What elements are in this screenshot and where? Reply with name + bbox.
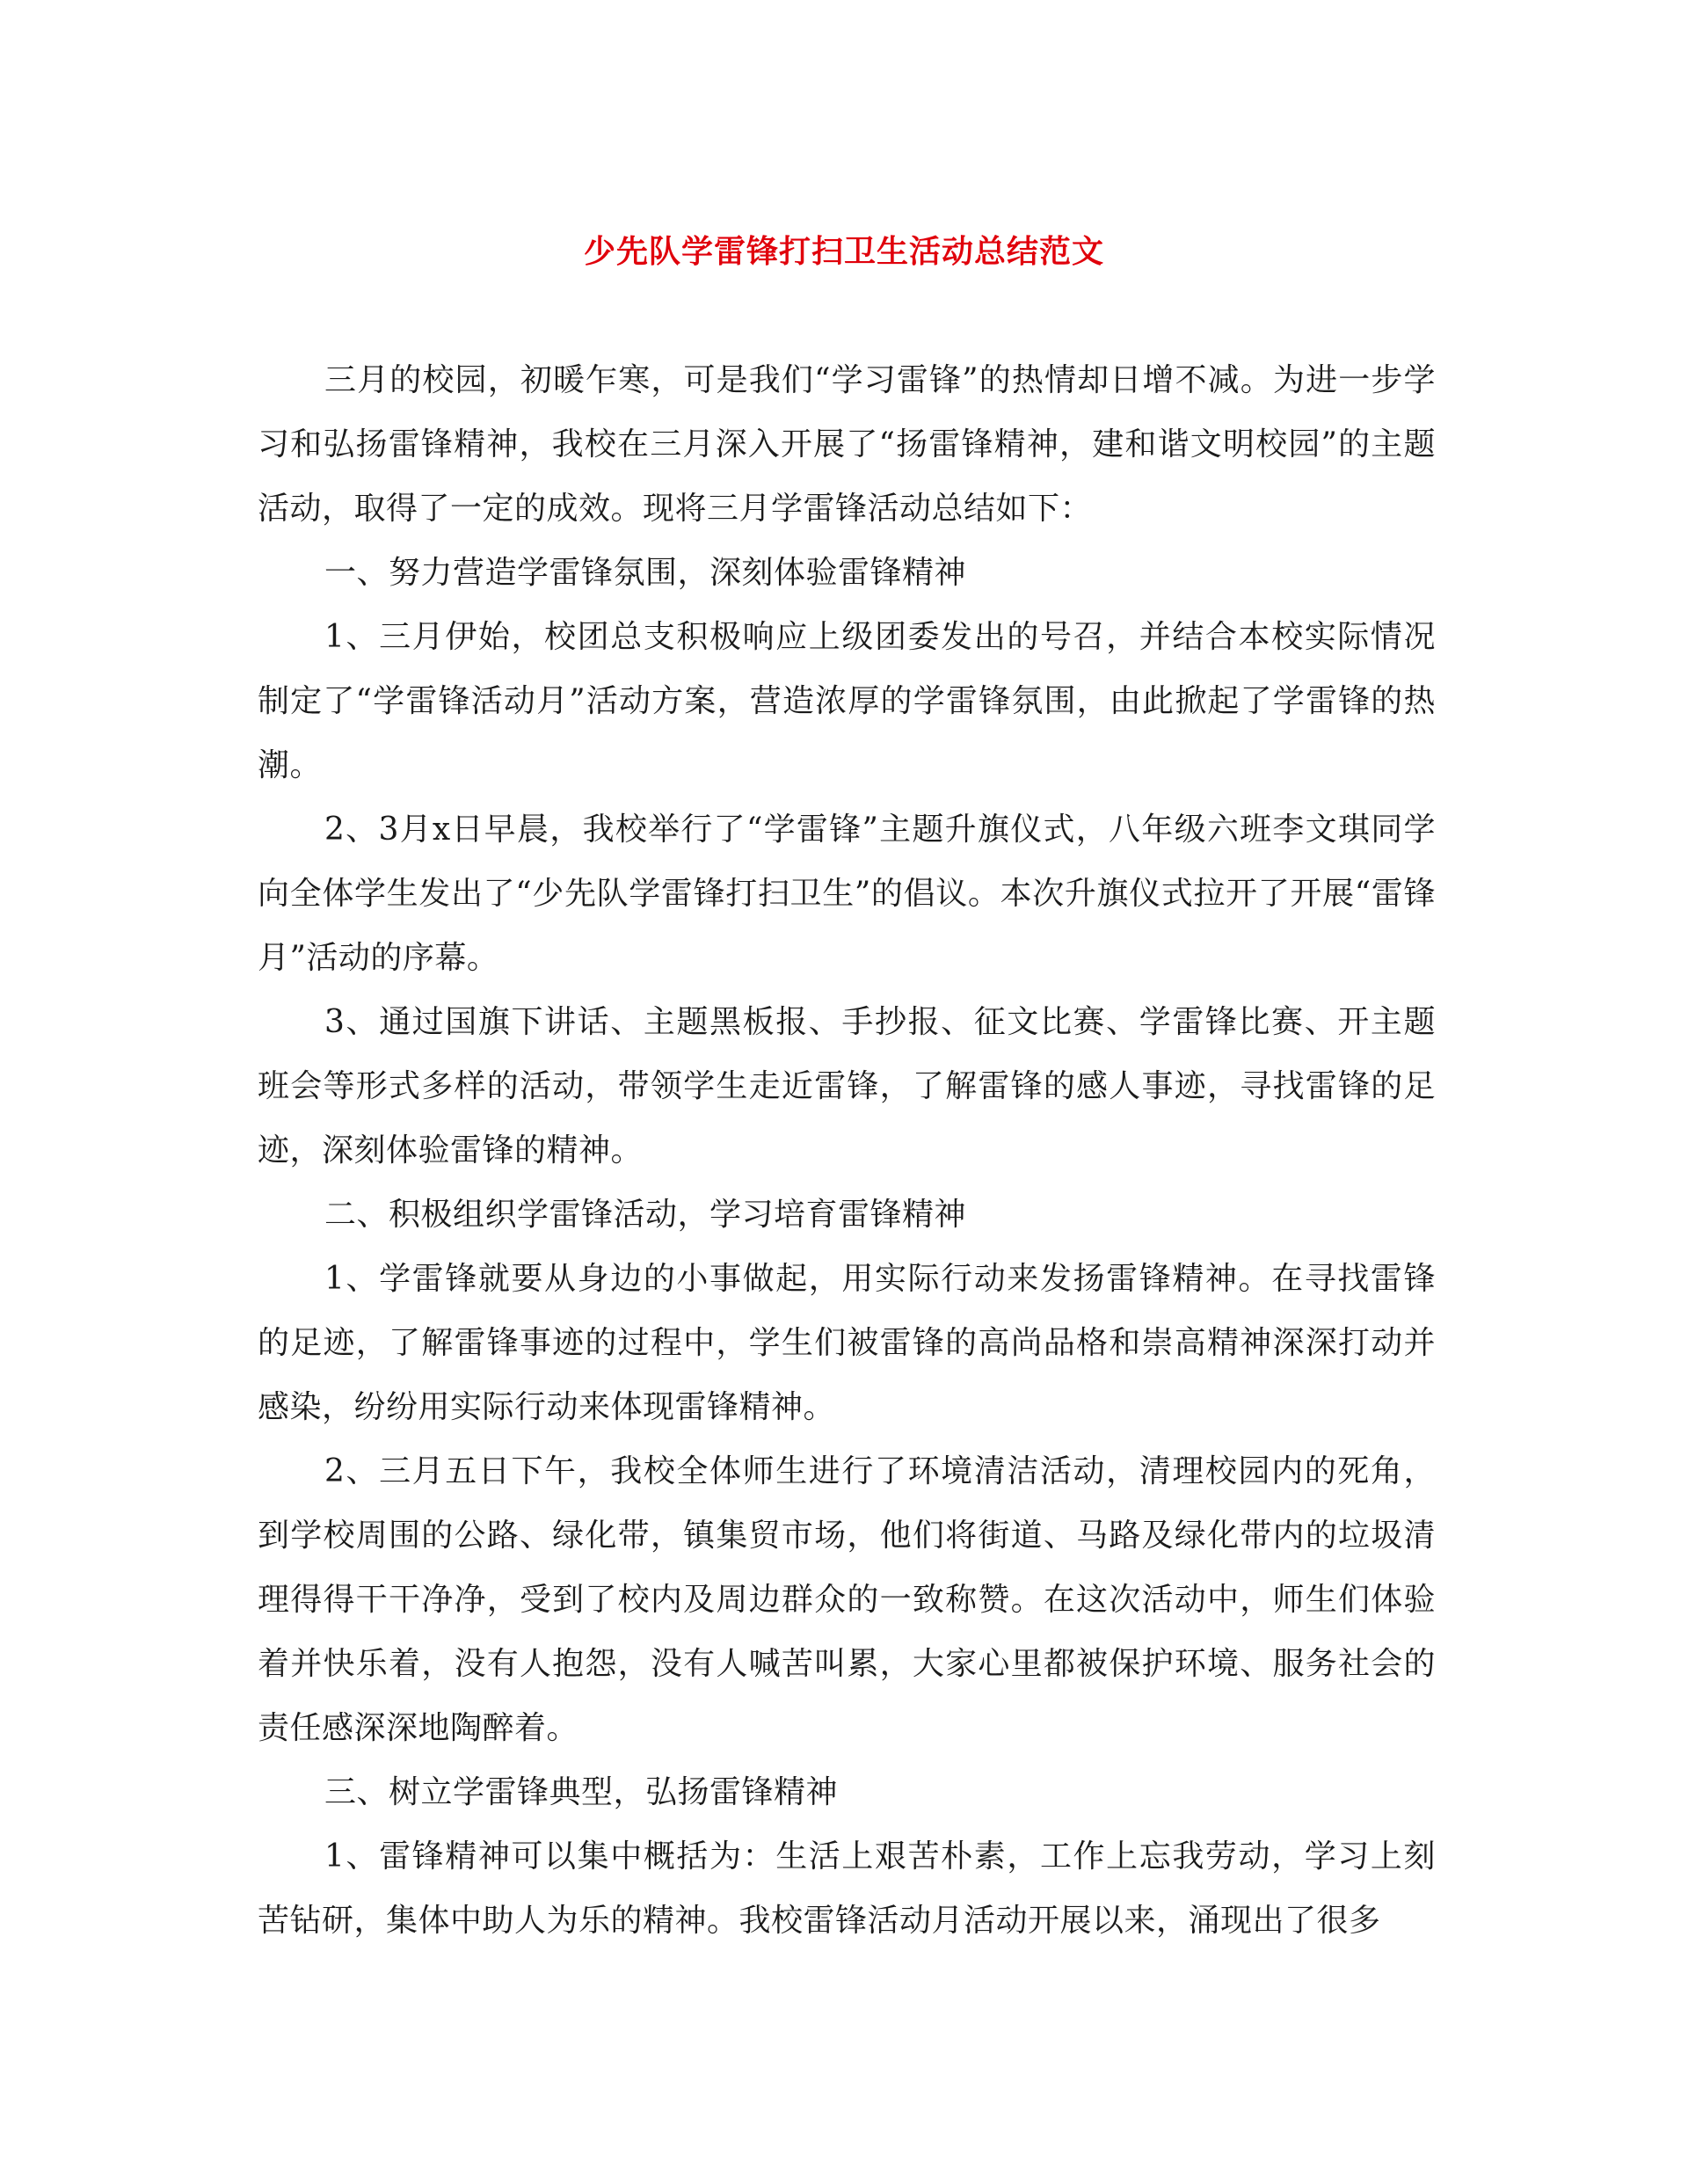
paragraph: 2、三月五日下午，我校全体师生进行了环境清洁活动，清理校园内的死角，到学校周围的公路、绿化带，镇集贸市场，他们将街道、马路及绿化带内的垃圾清理得得干干净净，受到了校内及周边群众的一致称赞。在这次活动中，师生们体验着并快乐着，没有人抱怨，没有人喊苦叫累，大家心里都被保护环境、服务社会的责任感深深地陶醉着。 — [258, 1453, 1436, 1746]
document-body — [258, 348, 1436, 1953]
paragraph-intro: 三月的校园，初暖乍寒，可是我们“学习雷锋”的热情却日增不减。为进一步学习和弘扬雷锋精神，我校在三月深入开展了“扬雷锋精神，建和谐文明校园”的主题活动，取得了一定的成效。现将三月学雷锋活动总结如下： — [258, 362, 1436, 527]
section-heading-2: 二、积极组织学雷锋活动，学习培育雷锋精神 — [324, 1197, 967, 1233]
section-heading-3: 三、树立学雷锋典型，弘扬雷锋精神 — [324, 1774, 839, 1810]
paragraph: 1、学雷锋就要从身边的小事做起，用实际行动来发扬雷锋精神。在寻找雷锋的足迹，了解雷锋事迹的过程中，学生们被雷锋的高尚品格和崇高精神深深打动并感染，纷纷用实际行动来体现雷锋精神。 — [258, 1261, 1436, 1425]
document-title: 少先队学雷锋打扫卫生活动总结范文 — [583, 233, 1104, 270]
paragraph: 3、通过国旗下讲话、主题黑板报、手抄报、征文比赛、学雷锋比赛、开主题班会等形式多样的活动，带领学生走近雷锋，了解雷锋的感人事迹，寻找雷锋的足迹，深刻体验雷锋的精神。 — [258, 1004, 1436, 1168]
paragraph: 1、雷锋精神可以集中概括为：生活上艰苦朴素，工作上忘我劳动，学习上刻苦钻研，集体中助人为乐的精神。我校雷锋活动月活动开展以来，涌现出了很多 — [258, 1838, 1436, 1939]
section-heading-1: 一、努力营造学雷锋氛围，深刻体验雷锋精神 — [324, 555, 967, 591]
paragraph: 2、3月x日早晨，我校举行了“学雷锋”主题升旗仪式，八年级六班李文琪同学向全体学生发出了“少先队学雷锋打扫卫生”的倡议。本次升旗仪式拉开了开展“雷锋月”活动的序幕。 — [258, 812, 1436, 976]
paragraph: 1、三月伊始，校团总支积极响应上级团委发出的号召，并结合本校实际情况制定了“学雷锋活动月”活动方案，营造浓厚的学雷锋氛围，由此掀起了学雷锋的热潮。 — [258, 619, 1436, 783]
